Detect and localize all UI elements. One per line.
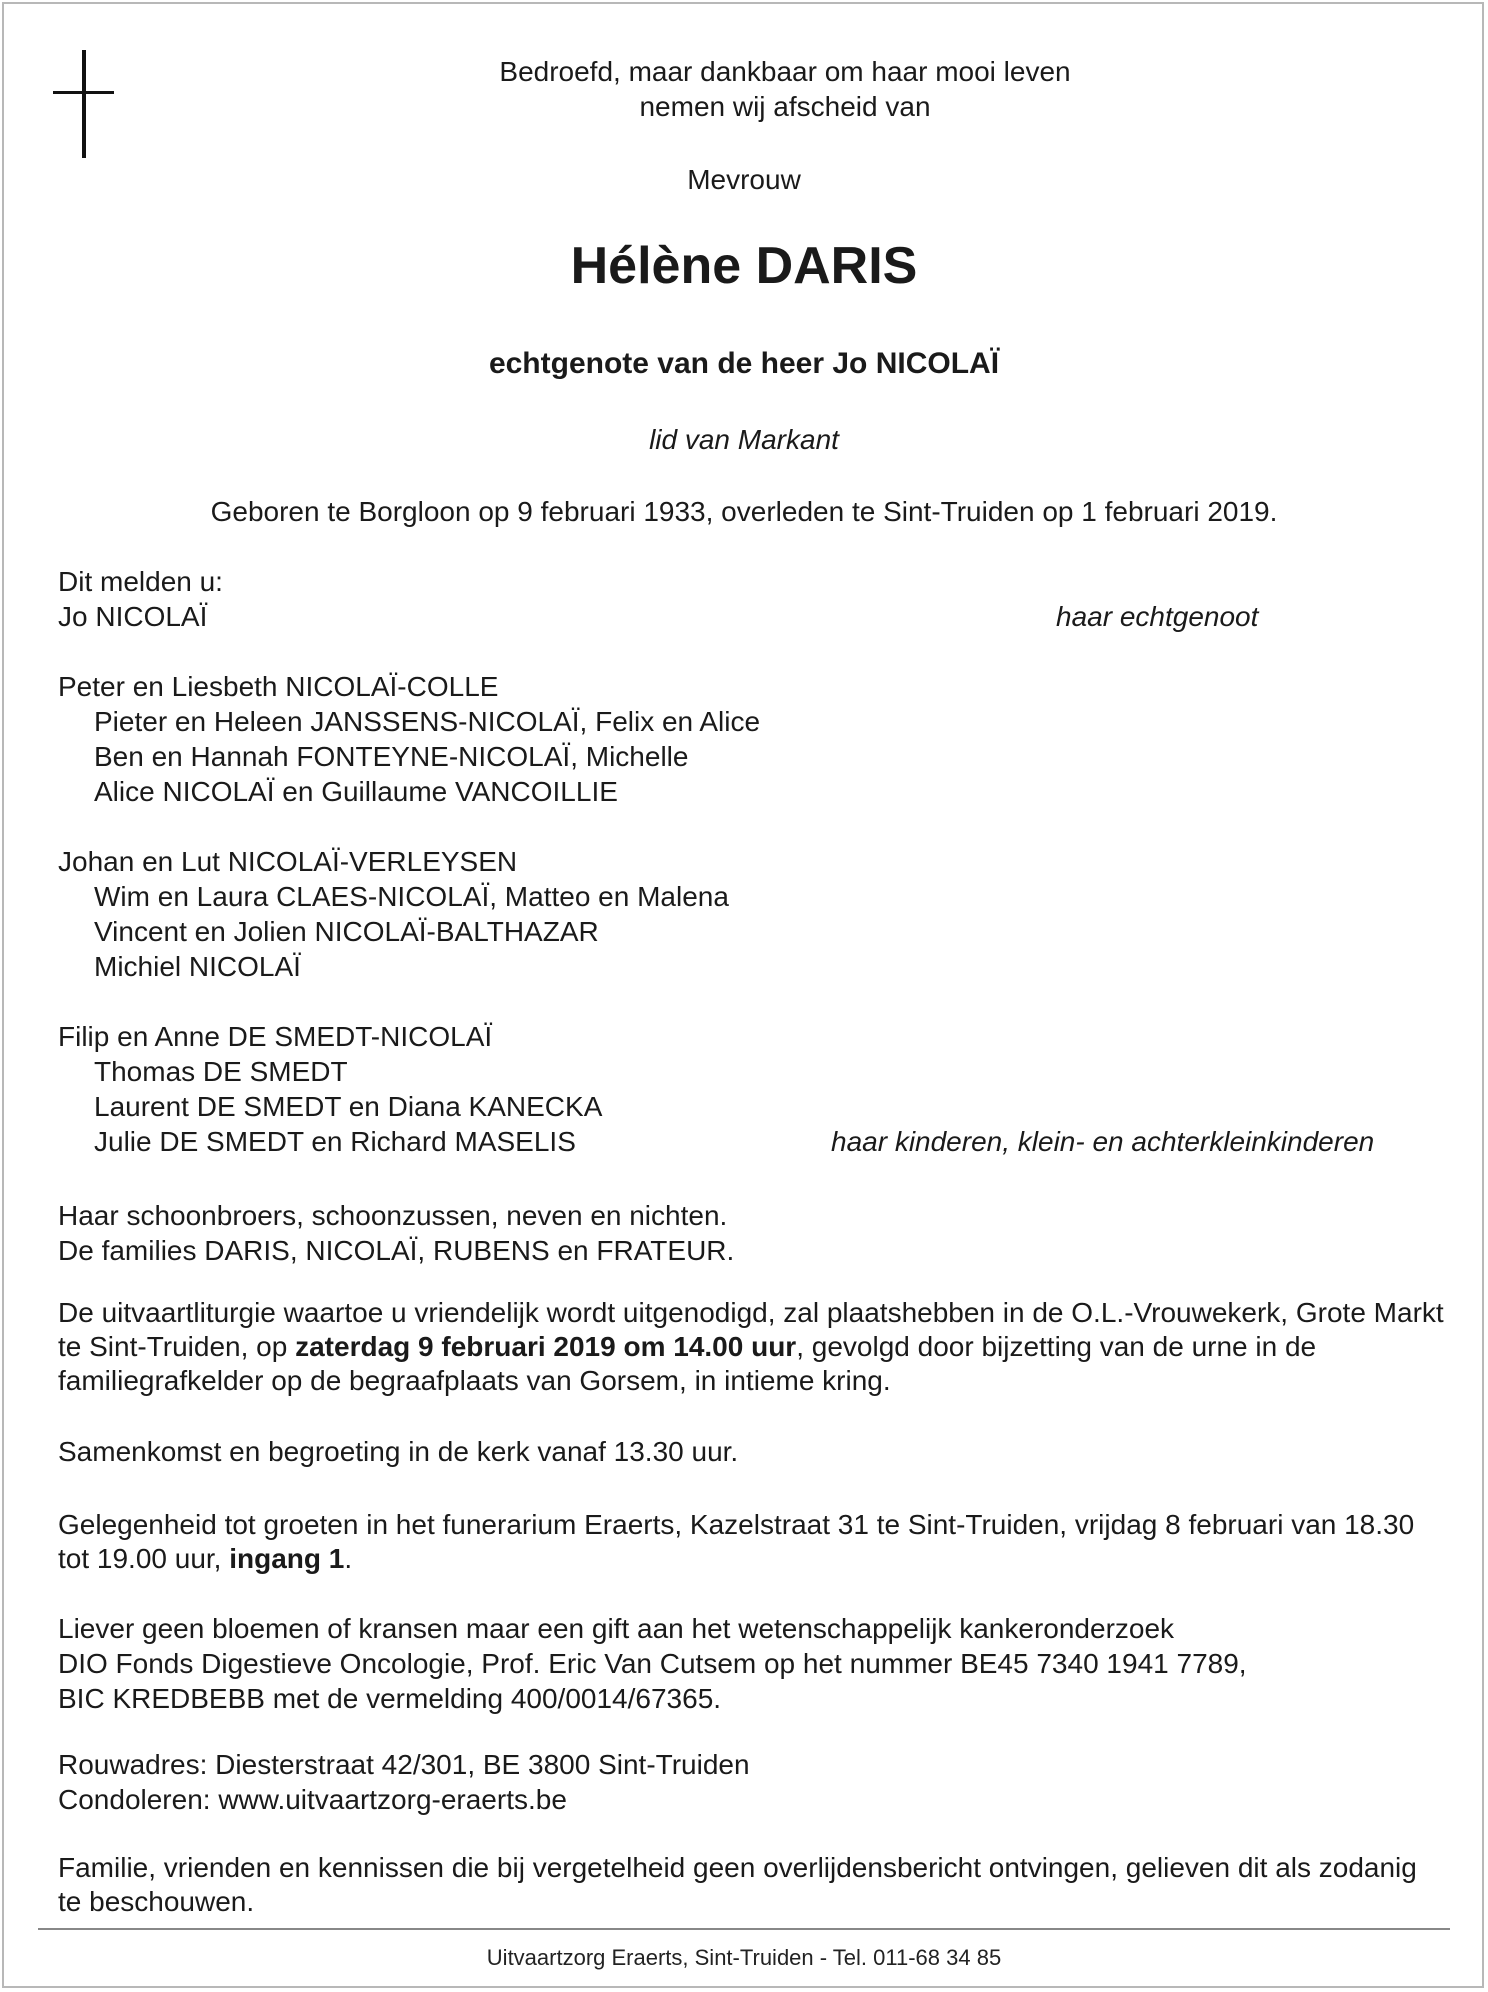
funeral-date: zaterdag 9 februari 2019 om 14.00 uur <box>295 1331 797 1362</box>
family-member: Ben en Hannah FONTEYNE-NICOLAÏ, Michelle <box>94 741 689 772</box>
birth-death-line: Geboren te Borgloon op 9 februari 1933, overleden te Sint-Truiden op 1 februari 2019. <box>210 496 1278 527</box>
family-group-2-head: Johan en Lut NICOLAÏ-VERLEYSEN <box>58 846 518 877</box>
children-role: haar kinderen, klein- en achterkleinkinderen <box>831 1126 1375 1157</box>
gathering-line: Samenkomst en begroeting in de kerk vanaf 13.30 uur. <box>58 1436 739 1467</box>
intro-line-2: nemen wij afscheid van <box>639 91 931 122</box>
family-group-3-head: Filip en Anne DE SMEDT-NICOLAÏ <box>58 1021 493 1052</box>
viewing-paragraph <box>58 1508 1448 1576</box>
donation-line-3: BIC KREDBEBB met de vermelding 400/0014/67365. <box>58 1683 722 1714</box>
family-member: Michiel NICOLAÏ <box>94 951 301 982</box>
viewing-text-1: Gelegenheid tot groeten in het funerarium Eraerts, Kazelstraat 31 te Sint-Truiden, vrijdag 8 februari van 18.30 tot 19.00 uur, <box>58 1509 1415 1574</box>
family-member: Wim en Laura CLAES-NICOLAÏ, Matteo en Malena <box>94 881 729 912</box>
cross-icon <box>82 50 86 158</box>
family-member: Alice NICOLAÏ en Guillaume VANCOILLIE <box>94 776 618 807</box>
donation-line-1: Liever geen bloemen of kransen maar een gift aan het wetenschappelijk kankeronderzoek <box>58 1613 1175 1644</box>
family-member: Thomas DE SMEDT <box>94 1056 348 1087</box>
footer-text: Uitvaartzorg Eraerts, Sint-Truiden - Tel. 011-68 34 85 <box>486 1945 1002 1970</box>
membership: lid van Markant <box>649 424 839 455</box>
intro-line-1: Bedroefd, maar dankbaar om haar mooi leven <box>499 56 1071 87</box>
funeral-paragraph <box>58 1296 1448 1398</box>
family-member: Vincent en Jolien NICOLAÏ-BALTHAZAR <box>94 916 599 947</box>
extended-family-1: Haar schoonbroers, schoonzussen, neven en nichten. <box>58 1200 728 1231</box>
viewing-text-2: . <box>344 1543 353 1574</box>
husband-role: haar echtgenoot <box>1056 601 1259 632</box>
family-member: Laurent DE SMEDT en Diana KANECKA <box>94 1091 603 1122</box>
spouse-line: echtgenote van de heer Jo NICOLAÏ <box>488 347 1000 380</box>
deceased-name: Hélène DARIS <box>570 237 918 295</box>
family-group-1-head: Peter en Liesbeth NICOLAÏ-COLLE <box>58 671 499 702</box>
footer-divider <box>38 1928 1450 1930</box>
family-intro: Dit melden u: <box>58 566 223 597</box>
donation-line-2: DIO Fonds Digestieve Oncologie, Prof. Eric Van Cutsem op het nummer BE45 7340 1941 7789, <box>58 1648 1247 1679</box>
funeral-text-1: De uitvaartliturgie waartoe u vriendelijk wordt uitgenodigd, zal plaatshebben in de O.L.-Vrouwekerk, Grote Markt te Sint-Truiden, op <box>58 1297 1444 1362</box>
cross-icon-bar <box>53 91 114 94</box>
family-member: Pieter en Heleen JANSSENS-NICOLAÏ, Felix en Alice <box>94 706 761 737</box>
family-member: Julie DE SMEDT en Richard MASELIS <box>94 1126 576 1157</box>
husband-name: Jo NICOLAÏ <box>58 601 208 632</box>
salutation: Mevrouw <box>687 164 801 195</box>
mourning-address: Rouwadres: Diesterstraat 42/301, BE 3800 Sint-Truiden <box>58 1749 750 1780</box>
closing-paragraph: Familie, vrienden en kennissen die bij vergetelheid geen overlijdensbericht ontvingen, gelieven dit als zodanig te beschouwen. <box>58 1852 1417 1917</box>
condolence-link: Condoleren: www.uitvaartzorg-eraerts.be <box>58 1784 567 1815</box>
extended-family-2: De families DARIS, NICOLAÏ, RUBENS en FRATEUR. <box>58 1235 735 1266</box>
viewing-entrance: ingang 1 <box>229 1543 345 1574</box>
funeral-text-2: , gevolgd door bijzetting van de urne in de familiegrafkelder op de begraafplaats van Gorsem, in intieme kring. <box>58 1331 1317 1396</box>
